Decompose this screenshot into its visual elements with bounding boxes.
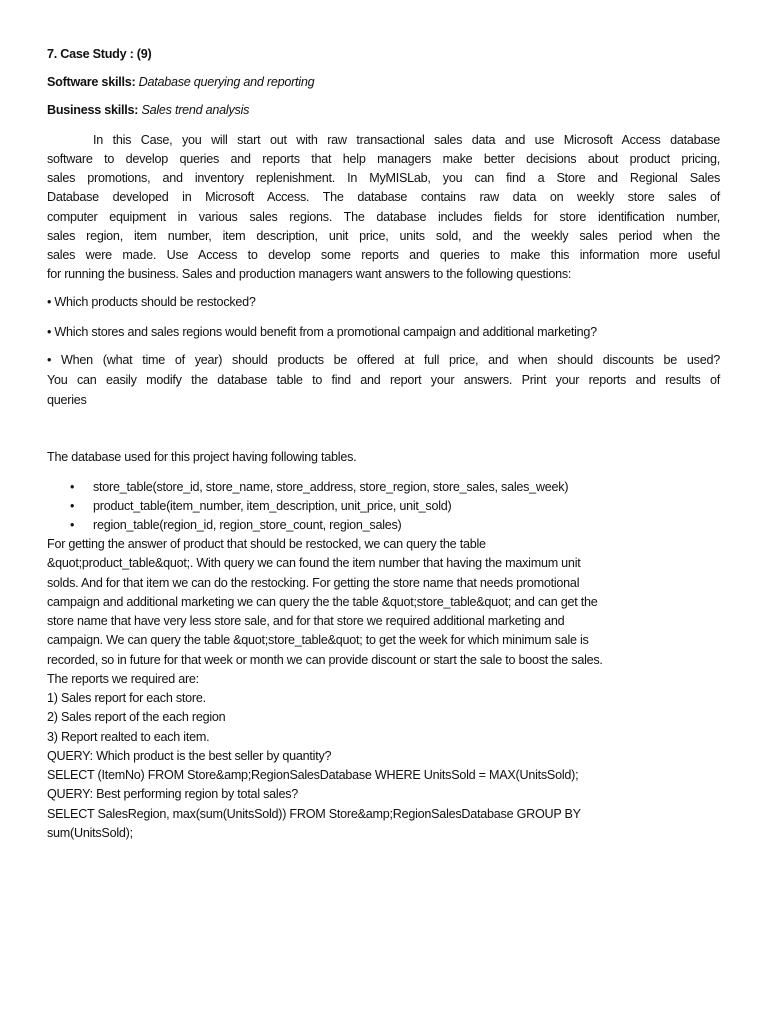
question-line: queries [47,393,87,407]
answer-line: campaign and additional marketing we can query the the table &quot;store_table&quot; and can get the [47,594,598,609]
bullet-icon: • [70,518,75,532]
answer-line: 3) Report realted to each item. [47,729,210,744]
software-skills [47,73,314,91]
table-item: region_table(region_id, region_store_count, region_sales) [93,518,402,532]
answer-line: QUERY: Which product is the best seller by quantity? [47,748,332,763]
answer-line: recorded, so in future for that week or month we can provide discount or start the sale to boost the sales. [47,652,603,667]
question-line: You can easily modify the database table to find and report your answers. Print your reports and results of [47,373,720,387]
heading-text: 7. Case Study : (9) [47,47,152,61]
answer-line: For getting the answer of product that should be restocked, we can query the table [47,537,486,551]
answer-line: QUERY: Best performing region by total sales? [47,787,299,802]
software-skills-value: Database querying and reporting [138,75,315,89]
table-item: store_table(store_id, store_name, store_address, store_region, store_sales, sales_week) [93,480,569,494]
answer-line: 1) Sales report for each store. [47,691,206,705]
intro-line: In this Case, you will start out with raw transactional sales data and use Microsoft Access database [93,133,720,147]
business-skills-label: Business skills: [47,103,139,117]
intro-line: sales were made. Use Access to develop some reports and queries to make this information more useful [47,248,720,262]
answer-line: The reports we required are: [47,671,199,686]
intro-line: software to develop queries and reports that help managers make better decisions about product pricing, [47,152,720,166]
intro-line: sales region, item number, item description, unit price, units sold, and the weekly sales period when the [47,229,720,243]
table-item: product_table(item_number, item_description, unit_price, unit_sold) [93,499,452,513]
question-line: • When (what time of year) should products be offered at full price, and when should discounts be used? [47,353,720,367]
bullet-icon: • [70,480,75,494]
business-skills [47,101,249,119]
answer-line: &quot;product_table&quot;. With query we can found the item number that having the maximum unit [47,556,581,571]
bullet-icon: • [70,499,75,513]
intro-line: computer equipment in various sales regions. The database includes fields for store identification number, [47,210,720,224]
question-line: • Which products should be restocked? [47,295,256,309]
software-skills-label: Software skills: [47,75,136,89]
answer-line: store name that have very less store sale, and for that store we required additional marketing and [47,614,565,628]
intro-line: for running the business. Sales and production managers want answers to the following questions: [47,267,572,281]
answer-line: sum(UnitsSold); [47,825,133,840]
business-skills-value: Sales trend analysis [141,103,250,117]
case-study-heading [47,45,151,63]
tables-intro: The database used for this project having following tables. [47,450,357,464]
intro-line: Database developed in Microsoft Access. The database contains raw data on weekly store sales of [47,190,720,204]
answer-line: SELECT SalesRegion, max(sum(UnitsSold)) FROM Store&amp;RegionSalesDatabase GROUP BY [47,806,581,821]
answer-line: solds. And for that item we can do the restocking. For getting the store name that needs promotional [47,575,580,590]
intro-line: sales promotions, and inventory replenishment. In MyMISLab, you can find a Store and Regional Sales [47,171,720,185]
answer-line: SELECT (ItemNo) FROM Store&amp;RegionSalesDatabase WHERE UnitsSold = MAX(UnitsSold); [47,768,579,782]
answer-line: campaign. We can query the table &quot;store_table&quot; to get the week for which minimum sale is [47,633,589,648]
question-line: • Which stores and sales regions would benefit from a promotional campaign and additional marketing? [47,325,597,339]
answer-line: 2) Sales report of the each region [47,710,226,725]
